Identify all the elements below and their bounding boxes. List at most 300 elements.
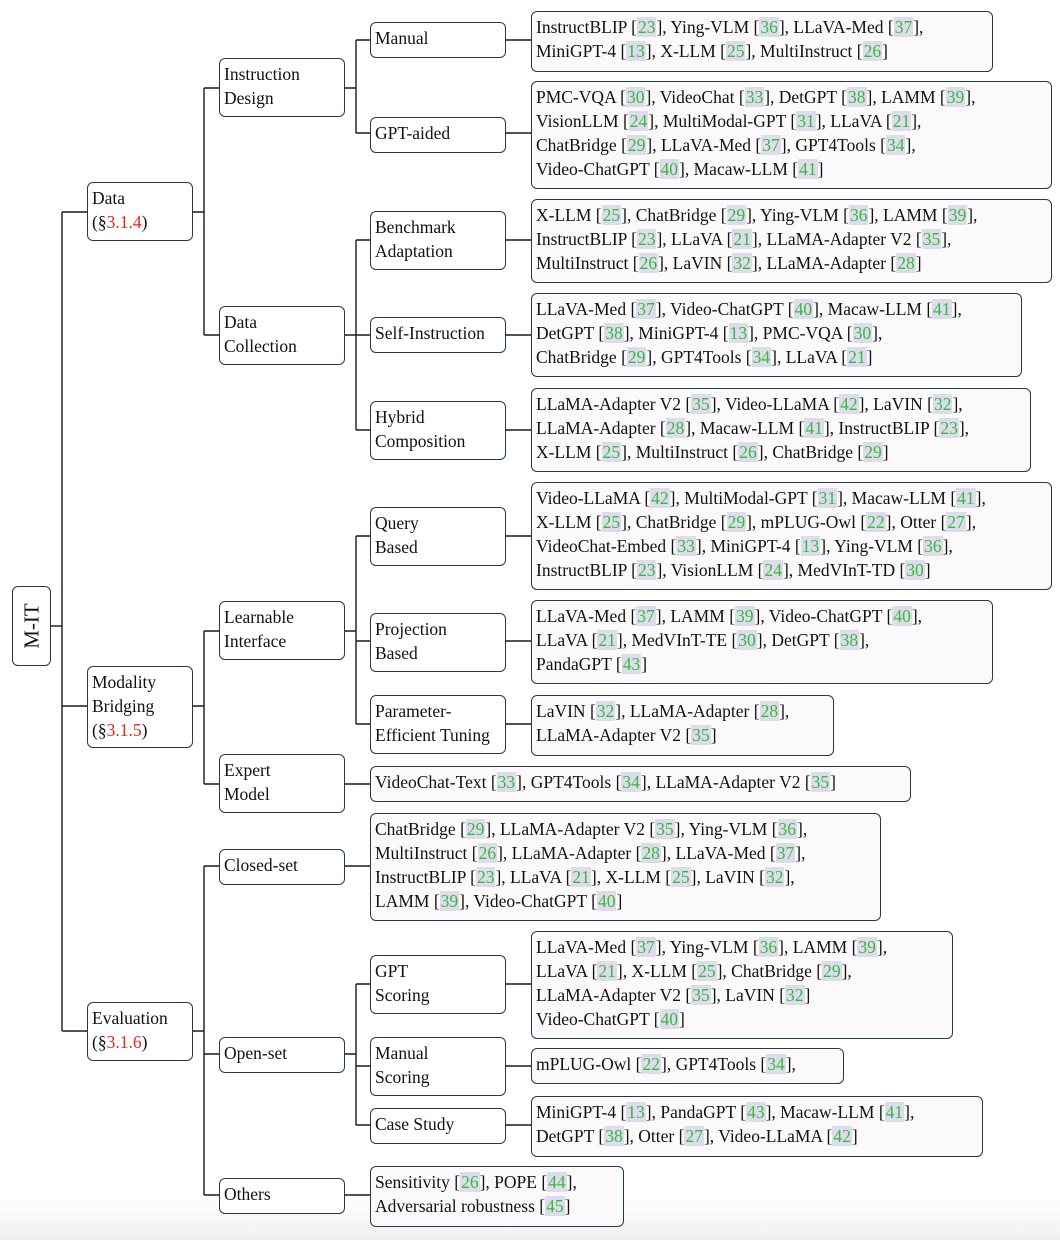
method-label: Hybrid bbox=[375, 407, 425, 427]
model-name: Sensitivity bbox=[375, 1172, 455, 1192]
citation-link[interactable]: 28 bbox=[897, 253, 915, 273]
method-parameter-efficient-tuning bbox=[370, 695, 506, 754]
model-name: POPE bbox=[494, 1172, 542, 1192]
model-name: Ying-VLM bbox=[669, 937, 753, 957]
model-name: Macaw-LLM bbox=[699, 418, 799, 438]
method-label: Manual bbox=[375, 1043, 429, 1063]
method-projection-based bbox=[370, 613, 506, 672]
model-name: LaVIN bbox=[873, 394, 928, 414]
model-name: InstructBLIP bbox=[838, 418, 934, 438]
model-name: GPT4Tools bbox=[660, 347, 746, 367]
method-hybrid-composition bbox=[370, 401, 506, 460]
model-name: MultiInstruct bbox=[635, 442, 733, 462]
model-name: Macaw-LLM bbox=[827, 299, 927, 319]
citation-link[interactable]: 37 bbox=[776, 843, 795, 863]
citation-link[interactable]: 23 bbox=[637, 229, 656, 249]
citation-link[interactable]: 38 bbox=[848, 87, 866, 107]
model-name: ChatBridge bbox=[731, 961, 817, 981]
citation-link[interactable]: 23 bbox=[637, 560, 656, 580]
citation-link[interactable]: 21 bbox=[892, 111, 911, 131]
model-name: InstructBLIP bbox=[536, 229, 632, 249]
leaf-self-instruction bbox=[531, 293, 1022, 377]
model-name: PandaGPT bbox=[536, 654, 616, 674]
leaf-line: LLaVA-Med [37], Video-ChatGPT [40], Macaw-LLM [41], bbox=[536, 299, 962, 319]
model-name: Video-LLaMA bbox=[718, 1126, 827, 1146]
model-name: LLaVA-Med bbox=[793, 17, 888, 37]
sub-label: Closed-set bbox=[224, 855, 298, 875]
citation-link[interactable]: 37 bbox=[637, 299, 655, 319]
citation-link[interactable]: 38 bbox=[840, 630, 859, 650]
citation-link[interactable]: 13 bbox=[627, 1102, 645, 1122]
leaf-line: LLaVA-Med [37], LAMM [39], Video-ChatGPT [40], bbox=[536, 606, 923, 626]
citation-link[interactable]: 37 bbox=[637, 606, 655, 626]
citation-link[interactable]: 29 bbox=[466, 819, 485, 839]
model-name: Otter bbox=[900, 512, 941, 532]
method-label: Manual bbox=[375, 28, 429, 48]
root-label: M-IT bbox=[19, 603, 43, 649]
leaf-line: MiniGPT-4 [13], X-LLM [25], MultiInstruct [26] bbox=[536, 41, 888, 61]
model-name: LLaMA-Adapter V2 bbox=[536, 725, 686, 745]
sub-label: Learnable bbox=[224, 607, 294, 627]
sub-instruction-design bbox=[219, 58, 345, 117]
citation-link[interactable]: 38 bbox=[605, 323, 623, 343]
citation-link[interactable]: 23 bbox=[476, 867, 495, 887]
model-name: MedVInT-TD bbox=[797, 560, 900, 580]
leaf-closed-set bbox=[370, 813, 881, 921]
leaf-expert-model bbox=[370, 766, 911, 802]
citation-link[interactable]: 39 bbox=[948, 205, 967, 225]
method-label: Parameter- bbox=[375, 701, 452, 721]
citation-link[interactable]: 35 bbox=[692, 985, 710, 1005]
model-name: mPLUG-Owl bbox=[536, 1054, 636, 1074]
model-name: LLaVA bbox=[510, 867, 566, 887]
model-name: X-LLM bbox=[536, 442, 596, 462]
model-name: X-LLM bbox=[536, 512, 596, 532]
citation-link[interactable]: 30 bbox=[906, 560, 924, 580]
model-name: GPT4Tools bbox=[795, 135, 881, 155]
citation-link[interactable]: 41 bbox=[957, 488, 975, 508]
citation-link[interactable]: 27 bbox=[685, 1126, 703, 1146]
sub-others bbox=[219, 1178, 345, 1214]
leaf-line: LLaVA [21], MedVInT-TE [30], DetGPT [38], bbox=[536, 630, 870, 650]
sub-learnable-interface bbox=[219, 601, 345, 660]
citation-link[interactable]: 32 bbox=[765, 867, 784, 887]
model-name: Video-ChatGPT bbox=[670, 299, 788, 319]
leaf-line: PandaGPT [43] bbox=[536, 654, 648, 674]
sub-closed-set bbox=[219, 849, 345, 885]
model-name: LLaVA bbox=[536, 961, 592, 981]
citation-link[interactable]: 33 bbox=[745, 87, 764, 107]
citation-link[interactable]: 27 bbox=[947, 512, 965, 532]
citation-link[interactable]: 35 bbox=[811, 772, 830, 792]
citation-link[interactable]: 36 bbox=[924, 536, 942, 556]
citation-link[interactable]: 29 bbox=[823, 961, 841, 981]
leaf-gpt-aided bbox=[531, 81, 1052, 189]
model-name: MultiInstruct bbox=[760, 41, 857, 61]
model-name: Video-ChatGPT bbox=[536, 159, 654, 179]
leaf-line: ChatBridge [29], GPT4Tools [34], LLaVA [21] bbox=[536, 347, 873, 367]
citation-link[interactable]: 36 bbox=[849, 205, 868, 225]
leaf-line: DetGPT [38], MiniGPT-4 [13], PMC-VQA [30], bbox=[536, 323, 883, 343]
model-name: Video-ChatGPT bbox=[473, 891, 592, 911]
citation-link[interactable]: 32 bbox=[733, 253, 751, 273]
category-modality-section: (§3.1.5) bbox=[92, 720, 148, 740]
citation-link[interactable]: 21 bbox=[733, 229, 751, 249]
category-modality-label-2: Bridging bbox=[92, 696, 155, 716]
method-case-study bbox=[370, 1108, 506, 1144]
model-name: ChatBridge bbox=[772, 442, 858, 462]
citation-link[interactable]: 21 bbox=[598, 961, 616, 981]
method-label: Efficient Tuning bbox=[375, 725, 490, 745]
category-evaluation bbox=[87, 1002, 193, 1061]
method-label: Scoring bbox=[375, 985, 430, 1005]
leaf-line: Video-ChatGPT [40] bbox=[536, 1009, 685, 1029]
model-name: MiniGPT-4 bbox=[536, 41, 621, 61]
leaf-line: X-LLM [25], ChatBridge [29], Ying-VLM [36], LAMM [39], bbox=[536, 205, 978, 225]
citation-link[interactable]: 22 bbox=[642, 1054, 660, 1074]
model-name: Video-LLaMA bbox=[536, 488, 645, 508]
method-label: Case Study bbox=[375, 1114, 455, 1134]
citation-link[interactable]: 36 bbox=[760, 17, 778, 37]
model-name: LLaVA-Med bbox=[675, 843, 770, 863]
leaf-line: Video-LLaMA [42], MultiModal-GPT [31], Macaw-LLM [41], bbox=[536, 488, 986, 508]
model-name: LLaVA bbox=[785, 347, 842, 367]
citation-link[interactable]: 26 bbox=[639, 253, 658, 273]
sub-label: Interface bbox=[224, 631, 287, 651]
model-name: LAMM bbox=[670, 606, 730, 626]
leaf-query-based bbox=[531, 482, 1052, 590]
citation-link[interactable]: 36 bbox=[778, 819, 797, 839]
citation-link[interactable]: 28 bbox=[666, 418, 685, 438]
section-link-data[interactable]: 3.1.4 bbox=[106, 212, 142, 232]
citation-link[interactable]: 39 bbox=[440, 891, 459, 911]
method-gpt-scoring bbox=[370, 955, 506, 1014]
citation-link[interactable]: 33 bbox=[497, 772, 516, 792]
method-label: Projection bbox=[375, 619, 447, 639]
model-name: Adversarial robustness bbox=[375, 1196, 540, 1216]
citation-link[interactable]: 41 bbox=[799, 159, 817, 179]
model-name: PMC-VQA bbox=[762, 323, 847, 343]
leaf-line: InstructBLIP [23], VisionLLM [24], MedVInT-TD [30] bbox=[536, 560, 931, 580]
leaf-line: LAMM [39], Video-ChatGPT [40] bbox=[375, 891, 623, 911]
model-name: VisionLLM bbox=[670, 560, 758, 580]
citation-link[interactable]: 21 bbox=[572, 867, 590, 887]
citation-link[interactable]: 23 bbox=[637, 17, 656, 37]
citation-link[interactable]: 40 bbox=[893, 606, 911, 626]
method-label: Based bbox=[375, 537, 418, 557]
model-name: LLaVA-Med bbox=[536, 937, 631, 957]
model-name: Macaw-LLM bbox=[693, 159, 793, 179]
category-evaluation-section: (§3.1.6) bbox=[92, 1032, 148, 1052]
citation-link[interactable]: 42 bbox=[651, 488, 669, 508]
citation-link[interactable]: 26 bbox=[461, 1172, 479, 1192]
method-benchmark-adaptation bbox=[370, 211, 506, 270]
citation-link[interactable]: 32 bbox=[786, 985, 804, 1005]
citation-link[interactable]: 39 bbox=[736, 606, 754, 626]
method-label: Based bbox=[375, 643, 418, 663]
citation-link[interactable]: 34 bbox=[622, 772, 640, 792]
leaf-line: LLaMA-Adapter V2 [35] bbox=[536, 725, 717, 745]
citation-link[interactable]: 32 bbox=[933, 394, 952, 414]
sub-label: Design bbox=[224, 88, 274, 108]
leaf-others bbox=[370, 1166, 624, 1227]
leaf-line: PMC-VQA [30], VideoChat [33], DetGPT [38], LAMM [39], bbox=[536, 87, 976, 107]
section-link-modality[interactable]: 3.1.5 bbox=[106, 720, 142, 740]
model-name: ChatBridge bbox=[375, 819, 461, 839]
citation-link[interactable]: 41 bbox=[933, 299, 951, 319]
citation-link[interactable]: 21 bbox=[598, 630, 616, 650]
citation-link[interactable]: 35 bbox=[656, 819, 674, 839]
sub-label: Collection bbox=[224, 336, 297, 356]
method-self-instruction bbox=[370, 317, 506, 353]
model-name: MedVInT-TE bbox=[631, 630, 732, 650]
citation-link[interactable]: 26 bbox=[478, 843, 497, 863]
leaf-line: X-LLM [25], MultiInstruct [26], ChatBridge [29] bbox=[536, 442, 889, 462]
model-name: MiniGPT-4 bbox=[536, 1102, 621, 1122]
citation-link[interactable]: 31 bbox=[797, 111, 815, 131]
category-modality-label-1: Modality bbox=[92, 672, 157, 692]
leaf-line: MiniGPT-4 [13], PandaGPT [43], Macaw-LLM [41], bbox=[536, 1102, 915, 1122]
model-name: PandaGPT bbox=[660, 1102, 741, 1122]
model-name: LAMM bbox=[375, 891, 434, 911]
leaf-line: mPLUG-Owl [22], GPT4Tools [34], bbox=[536, 1054, 796, 1074]
model-name: X-LLM bbox=[536, 205, 596, 225]
citation-link[interactable]: 35 bbox=[692, 394, 710, 414]
model-name: InstructBLIP bbox=[536, 17, 632, 37]
model-name: MultiInstruct bbox=[375, 843, 472, 863]
model-name: LLaMA-Adapter V2 bbox=[766, 229, 916, 249]
model-name: LLaMA-Adapter bbox=[766, 253, 891, 273]
model-name: LLaVA bbox=[671, 229, 727, 249]
model-name: Macaw-LLM bbox=[851, 488, 951, 508]
model-name: LLaVA-Med bbox=[536, 299, 631, 319]
model-name: LLaMA-Adapter bbox=[629, 701, 754, 721]
leaf-parameter-efficient-tuning bbox=[531, 695, 834, 756]
method-label: Adaptation bbox=[375, 241, 453, 261]
citation-link[interactable]: 32 bbox=[596, 701, 615, 721]
citation-link[interactable]: 34 bbox=[886, 135, 905, 155]
category-data bbox=[87, 182, 193, 241]
leaf-hybrid-composition bbox=[531, 388, 1031, 472]
citation-link[interactable]: 40 bbox=[660, 159, 679, 179]
model-name: LLaMA-Adapter V2 bbox=[499, 819, 650, 839]
citation-link[interactable]: 34 bbox=[752, 347, 771, 367]
model-name: VideoChat-Embed bbox=[536, 536, 671, 556]
citation-link[interactable]: 23 bbox=[940, 418, 958, 438]
model-name: Ying-VLM bbox=[670, 17, 754, 37]
model-name: LaVIN bbox=[536, 701, 590, 721]
citation-link[interactable]: 26 bbox=[863, 41, 882, 61]
citation-link[interactable]: 33 bbox=[677, 536, 695, 556]
model-name: MultiModal-GPT bbox=[662, 111, 791, 131]
model-name: VideoChat bbox=[659, 87, 739, 107]
model-name: LLaMA-Adapter V2 bbox=[536, 985, 686, 1005]
citation-link[interactable]: 25 bbox=[602, 512, 621, 532]
model-name: LAMM bbox=[881, 87, 940, 107]
citation-link[interactable]: 30 bbox=[853, 323, 872, 343]
method-label: Benchmark bbox=[375, 217, 456, 237]
sub-expert-model bbox=[219, 754, 345, 813]
leaf-line: LLaVA [21], X-LLM [25], ChatBridge [29], bbox=[536, 961, 852, 981]
model-name: Video-ChatGPT bbox=[536, 1009, 654, 1029]
citation-link[interactable]: 34 bbox=[767, 1054, 785, 1074]
citation-link[interactable]: 29 bbox=[864, 442, 882, 462]
model-name: Ying-VLM bbox=[834, 536, 918, 556]
model-name: LaVIN bbox=[705, 867, 760, 887]
method-manual-scoring bbox=[370, 1037, 506, 1096]
sub-label: Expert bbox=[224, 760, 271, 780]
citation-link[interactable]: 13 bbox=[729, 323, 748, 343]
citation-link[interactable]: 37 bbox=[762, 135, 780, 155]
model-name: ChatBridge bbox=[536, 347, 622, 367]
citation-link[interactable]: 24 bbox=[764, 560, 782, 580]
citation-link[interactable]: 29 bbox=[727, 205, 746, 225]
citation-link[interactable]: 28 bbox=[760, 701, 779, 721]
model-name: ChatBridge bbox=[635, 205, 721, 225]
model-name: LLaMA-Adapter V2 bbox=[536, 394, 686, 414]
citation-link[interactable]: 40 bbox=[794, 299, 813, 319]
citation-link[interactable]: 21 bbox=[848, 347, 866, 367]
leaf-line: ChatBridge [29], LLaVA-Med [37], GPT4Tools [34], bbox=[536, 135, 916, 155]
citation-link[interactable]: 28 bbox=[642, 843, 660, 863]
model-name: Macaw-LLM bbox=[780, 1102, 879, 1122]
leaf-projection-based bbox=[531, 600, 993, 684]
leaf-manual-scoring bbox=[531, 1048, 844, 1084]
citation-link[interactable]: 45 bbox=[546, 1196, 564, 1216]
model-name: X-LLM bbox=[631, 961, 692, 981]
method-label: Composition bbox=[375, 431, 466, 451]
citation-link[interactable]: 30 bbox=[626, 87, 645, 107]
citation-link[interactable]: 25 bbox=[602, 205, 621, 225]
citation-link[interactable]: 39 bbox=[946, 87, 965, 107]
sub-label: Open-set bbox=[224, 1043, 288, 1063]
model-name: LLaVA-Med bbox=[536, 606, 631, 626]
leaf-line: InstructBLIP [23], LLaVA [21], X-LLM [25], LaVIN [32], bbox=[375, 867, 795, 887]
model-name: LLaVA bbox=[536, 630, 592, 650]
leaf-manual bbox=[531, 11, 993, 72]
model-name: MultiInstruct bbox=[536, 253, 633, 273]
citation-link[interactable]: 41 bbox=[805, 418, 823, 438]
leaf-line: LLaMA-Adapter [28], Macaw-LLM [41], InstructBLIP [23], bbox=[536, 418, 970, 438]
model-name: GPT4Tools bbox=[530, 772, 616, 792]
leaf-line: InstructBLIP [23], LLaVA [21], LLaMA-Adapter V2 [35], bbox=[536, 229, 952, 249]
model-name: X-LLM bbox=[660, 41, 721, 61]
citation-link[interactable]: 25 bbox=[602, 442, 621, 462]
model-name: ChatBridge bbox=[536, 135, 622, 155]
citation-link[interactable]: 43 bbox=[747, 1102, 765, 1122]
citation-link[interactable]: 25 bbox=[672, 867, 690, 887]
citation-link[interactable]: 40 bbox=[660, 1009, 679, 1029]
leaf-line: VideoChat-Embed [33], MiniGPT-4 [13], Ying-VLM [36], bbox=[536, 536, 953, 556]
citation-link[interactable]: 35 bbox=[692, 725, 710, 745]
model-name: Video-LLaMA bbox=[724, 394, 834, 414]
citation-link[interactable]: 26 bbox=[739, 442, 757, 462]
leaf-line: LLaVA-Med [37], Ying-VLM [36], LAMM [39], bbox=[536, 937, 888, 957]
category-data-label: Data bbox=[92, 188, 126, 208]
model-name: InstructBLIP bbox=[375, 867, 471, 887]
method-label: Self-Instruction bbox=[375, 323, 485, 343]
citation-link[interactable]: 44 bbox=[548, 1172, 566, 1192]
model-name: DetGPT bbox=[778, 87, 842, 107]
leaf-line: ChatBridge [29], LLaMA-Adapter V2 [35], Ying-VLM [36], bbox=[375, 819, 808, 839]
citation-link[interactable]: 37 bbox=[894, 17, 913, 37]
model-name: PMC-VQA bbox=[536, 87, 621, 107]
citation-link[interactable]: 38 bbox=[605, 1126, 623, 1146]
model-name: LAMM bbox=[792, 937, 852, 957]
model-name: VisionLLM bbox=[536, 111, 623, 131]
leaf-line: VisionLLM [24], MultiModal-GPT [31], LLaVA [21], bbox=[536, 111, 922, 131]
citation-link[interactable]: 43 bbox=[622, 654, 641, 674]
model-name: LLaMA-Adapter V2 bbox=[655, 772, 805, 792]
model-name: DetGPT bbox=[536, 1126, 599, 1146]
model-name: DetGPT bbox=[536, 323, 599, 343]
citation-link[interactable]: 37 bbox=[637, 937, 655, 957]
citation-link[interactable]: 35 bbox=[922, 229, 941, 249]
leaf-line: Adversarial robustness [45] bbox=[375, 1196, 571, 1216]
model-name: X-LLM bbox=[605, 867, 666, 887]
method-manual bbox=[370, 22, 506, 58]
model-name: Ying-VLM bbox=[688, 819, 772, 839]
model-name: LaVIN bbox=[725, 985, 780, 1005]
leaf-line: Sensitivity [26], POPE [44], bbox=[375, 1172, 577, 1192]
citation-link[interactable]: 25 bbox=[726, 41, 745, 61]
model-name: Video-ChatGPT bbox=[768, 606, 887, 626]
citation-link[interactable]: 39 bbox=[858, 937, 876, 957]
sub-open-set bbox=[219, 1037, 345, 1073]
model-name: ChatBridge bbox=[635, 512, 721, 532]
model-name: LLaVA bbox=[830, 111, 886, 131]
category-data-section: (§3.1.4) bbox=[92, 212, 148, 232]
citation-link[interactable]: 29 bbox=[627, 347, 646, 367]
citation-link[interactable]: 25 bbox=[698, 961, 716, 981]
leaf-line: LaVIN [32], LLaMA-Adapter [28], bbox=[536, 701, 790, 721]
model-name: MiniGPT-4 bbox=[638, 323, 723, 343]
citation-link[interactable]: 24 bbox=[629, 111, 648, 131]
sub-label: Others bbox=[224, 1184, 271, 1204]
model-name: DetGPT bbox=[771, 630, 834, 650]
citation-link[interactable]: 40 bbox=[597, 891, 616, 911]
root-node bbox=[12, 586, 51, 666]
citation-link[interactable]: 42 bbox=[840, 394, 858, 414]
leaf-line: X-LLM [25], ChatBridge [29], mPLUG-Owl [22], Otter [27], bbox=[536, 512, 977, 532]
leaf-line: LLaMA-Adapter V2 [35], Video-LLaMA [42], LaVIN [32], bbox=[536, 394, 963, 414]
leaf-line: DetGPT [38], Otter [27], Video-LLaMA [42] bbox=[536, 1126, 858, 1146]
citation-link[interactable]: 30 bbox=[738, 630, 756, 650]
leaf-line: MultiInstruct [26], LaVIN [32], LLaMA-Adapter [28] bbox=[536, 253, 922, 273]
citation-link[interactable]: 29 bbox=[627, 135, 646, 155]
leaf-line: Video-ChatGPT [40], Macaw-LLM [41] bbox=[536, 159, 824, 179]
citation-link[interactable]: 29 bbox=[727, 512, 746, 532]
citation-link[interactable]: 13 bbox=[801, 536, 820, 556]
citation-link[interactable]: 41 bbox=[885, 1102, 904, 1122]
citation-link[interactable]: 31 bbox=[818, 488, 837, 508]
method-gpt-aided bbox=[370, 117, 506, 153]
citation-link[interactable]: 13 bbox=[627, 41, 645, 61]
model-name: LLaMA-Adapter bbox=[511, 843, 636, 863]
method-label: Query bbox=[375, 513, 419, 533]
method-label: GPT-aided bbox=[375, 123, 451, 143]
method-label: GPT bbox=[375, 961, 409, 981]
model-name: MiniGPT-4 bbox=[710, 536, 795, 556]
citation-link[interactable]: 42 bbox=[833, 1126, 851, 1146]
sub-label: Model bbox=[224, 784, 270, 804]
section-link-evaluation[interactable]: 3.1.6 bbox=[106, 1032, 142, 1052]
citation-link[interactable]: 22 bbox=[867, 512, 885, 532]
model-name: LLaMA-Adapter bbox=[536, 418, 660, 438]
citation-link[interactable]: 36 bbox=[759, 937, 778, 957]
method-query-based bbox=[370, 507, 506, 566]
category-evaluation-label: Evaluation bbox=[92, 1008, 168, 1028]
